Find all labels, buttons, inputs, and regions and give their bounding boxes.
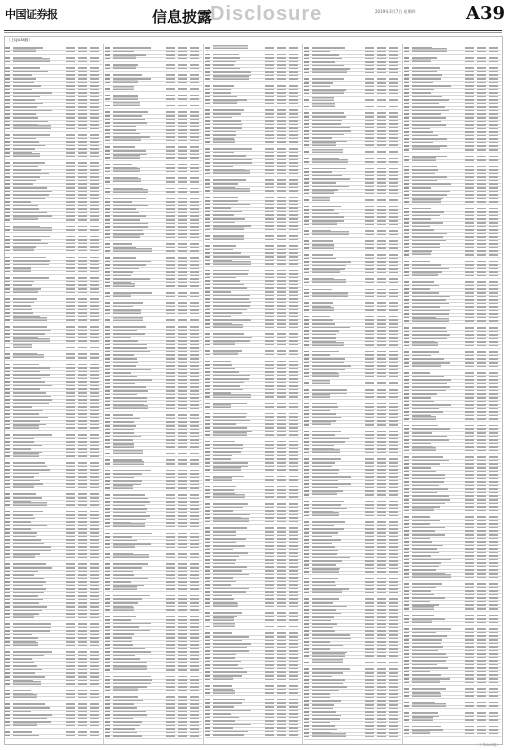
masthead <box>0 0 506 26</box>
listing-row <box>105 299 202 300</box>
listing-row <box>304 518 401 519</box>
section-title: 信息披露 <box>152 8 213 26</box>
listing-row <box>404 708 501 709</box>
listing-row <box>105 160 202 161</box>
listing-row <box>404 722 501 723</box>
newspaper-logo: 中国证券报 <box>5 8 58 21</box>
listing-row <box>105 71 202 72</box>
listing-row <box>105 411 202 412</box>
listing-row <box>304 275 401 276</box>
listing-row <box>105 672 202 673</box>
listing-row <box>105 490 202 491</box>
listing-row <box>5 738 102 739</box>
listing-row <box>304 399 401 400</box>
page-number: A39 <box>466 3 506 24</box>
masthead-rule-thin <box>4 32 502 33</box>
listing-row <box>5 274 102 275</box>
masthead-rule <box>4 30 502 31</box>
listing-row <box>205 482 302 483</box>
listing-row <box>105 61 202 62</box>
listing-row <box>5 54 102 55</box>
listing-row <box>5 131 102 132</box>
issue-date: 2019年3月7日 星期四 <box>375 9 416 14</box>
listing-row <box>5 620 102 621</box>
listing-row <box>404 323 501 324</box>
listing-columns <box>4 44 502 744</box>
listing-row <box>105 91 202 92</box>
listing-row <box>304 75 401 76</box>
listing-row <box>404 736 501 737</box>
listing-row <box>304 574 401 575</box>
listing-row <box>404 54 501 55</box>
listing-row <box>205 266 302 267</box>
listing-row <box>304 285 401 286</box>
listing-row <box>304 202 401 203</box>
listing-row <box>404 513 501 514</box>
listing-row <box>205 682 302 683</box>
listing-row <box>304 497 401 498</box>
listing-row <box>5 507 102 508</box>
listing-row <box>5 686 102 687</box>
listing-row <box>105 322 202 323</box>
listing-row <box>404 64 501 65</box>
listing-row <box>404 204 501 205</box>
listing-column <box>302 44 402 744</box>
listing-row <box>304 164 401 165</box>
listing-row <box>205 629 302 630</box>
listing-row <box>304 109 401 110</box>
listing-row <box>304 595 401 596</box>
listing-row <box>5 295 102 296</box>
listing-row <box>105 693 202 694</box>
listing-row <box>5 648 102 649</box>
listing-row <box>304 427 401 428</box>
listing-row <box>105 550 202 551</box>
listing-row <box>304 385 401 386</box>
listing-row <box>404 257 501 258</box>
listing-row <box>105 466 202 467</box>
listing-row <box>5 350 102 351</box>
listing-row <box>205 472 302 473</box>
listing-row <box>105 738 202 739</box>
listing-row <box>205 737 302 738</box>
listing-row <box>205 695 302 696</box>
listing-row <box>5 253 102 254</box>
listing-row <box>205 106 302 107</box>
listing-row <box>5 222 102 223</box>
listing-row <box>205 609 302 610</box>
listing-row <box>205 193 302 194</box>
listing-row <box>205 232 302 233</box>
listing-row <box>105 194 202 195</box>
listing-row <box>404 162 501 163</box>
listing-row <box>404 369 501 370</box>
listing-row <box>304 347 401 348</box>
listing-row <box>5 458 102 459</box>
listing-row <box>105 184 202 185</box>
listing-row <box>404 580 501 581</box>
listing-row <box>5 560 102 561</box>
listing-row <box>105 560 202 561</box>
listing-row <box>205 176 302 177</box>
listing-row <box>304 237 401 238</box>
listing-row <box>5 700 102 701</box>
listing-row <box>205 524 302 525</box>
listing-row <box>404 152 501 153</box>
listing-row <box>404 348 501 349</box>
listing-row <box>105 591 202 592</box>
listing-row <box>105 108 202 109</box>
listing-row <box>205 437 302 438</box>
listing-column <box>203 44 303 744</box>
listing-row <box>205 409 302 410</box>
listing-row <box>105 143 202 144</box>
listing-row <box>404 421 501 422</box>
listing-row <box>5 490 102 491</box>
section-title-en: Disclosure <box>210 3 323 25</box>
listing-row <box>404 625 501 626</box>
listing-column <box>103 44 203 744</box>
listing-row <box>205 242 302 243</box>
listing-row <box>304 739 401 740</box>
listing-row <box>404 685 501 686</box>
listing-column <box>4 44 103 744</box>
listing-row <box>205 357 302 358</box>
listing-row <box>105 456 202 457</box>
listing-row <box>105 174 202 175</box>
listing-row <box>5 322 102 323</box>
listing-row <box>105 612 202 613</box>
listing-row <box>205 50 302 51</box>
listing-row <box>105 253 202 254</box>
listing-row <box>5 159 102 160</box>
listing-row <box>5 64 102 65</box>
listing-row <box>5 360 102 361</box>
listing-row <box>404 453 501 454</box>
listing-row <box>304 455 401 456</box>
listing-row <box>304 250 401 251</box>
listing-row <box>5 232 102 233</box>
listing-row <box>404 698 501 699</box>
listing-row <box>205 399 302 400</box>
listing-row <box>205 81 302 82</box>
continued-from-label: （上接A38版） <box>7 38 32 42</box>
listing-row <box>5 430 102 431</box>
listing-row <box>205 144 302 145</box>
listing-row <box>304 154 401 155</box>
listing-row <box>404 611 501 612</box>
listing-row <box>105 288 202 289</box>
continued-on-label: （下转A40版） <box>475 743 500 747</box>
listing-row <box>205 499 302 500</box>
listing-row <box>105 240 202 241</box>
listing-row <box>5 728 102 729</box>
listing-row <box>304 665 401 666</box>
listing-row <box>304 299 401 300</box>
listing-row <box>304 312 401 313</box>
listing-row <box>205 330 302 331</box>
listing-row <box>205 347 302 348</box>
listing-row <box>105 529 202 530</box>
listing-row <box>404 278 501 279</box>
listing-column <box>402 44 502 744</box>
listing-row <box>304 227 401 228</box>
